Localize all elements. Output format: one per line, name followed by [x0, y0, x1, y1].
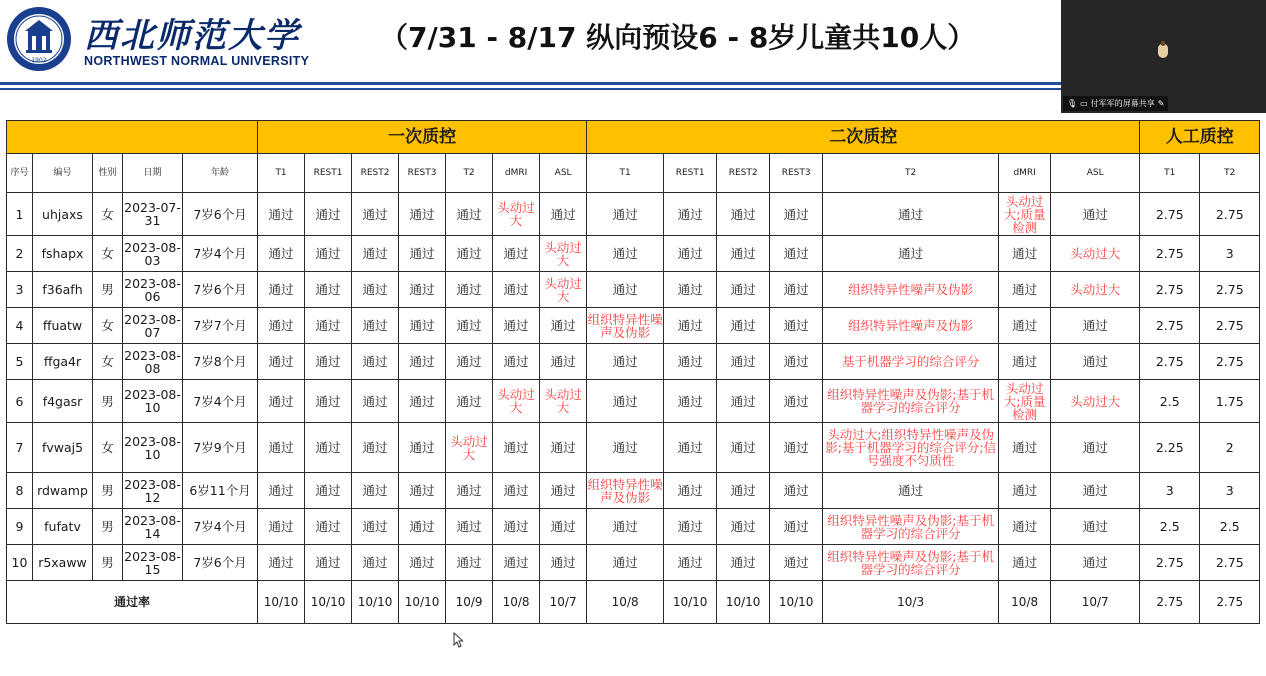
column-header-second: REST1 [664, 154, 717, 193]
cell-second-qc: 通过 [717, 344, 770, 380]
cell-manual-qc: 2 [1200, 423, 1260, 473]
cell-no: 7 [7, 423, 33, 473]
group-header-second-qc: 二次质控 [587, 121, 1140, 154]
pass-rate-first: 10/10 [258, 581, 305, 624]
cell-first-qc: 通过 [258, 380, 305, 423]
cell-first-qc: 通过 [446, 545, 493, 581]
cell-first-qc: 通过 [258, 473, 305, 509]
cell-second-qc: 通过 [999, 473, 1051, 509]
column-header-second: REST3 [770, 154, 823, 193]
column-header-first: T2 [446, 154, 493, 193]
cell-first-qc: 通过 [446, 344, 493, 380]
university-logo [6, 6, 310, 72]
cell-first-qc: 通过 [399, 509, 446, 545]
cell-second-qc: 通过 [999, 272, 1051, 308]
cell-first-qc: 通过 [493, 545, 540, 581]
cell-second-qc: 通过 [717, 380, 770, 423]
cell-sex: 男 [93, 473, 123, 509]
cell-second-qc: 通过 [770, 423, 823, 473]
column-header: 序号 [7, 154, 33, 193]
cell-date: 2023-08-10 [123, 423, 183, 473]
cell-first-qc: 通过 [540, 545, 587, 581]
cell-second-qc: 通过 [1051, 193, 1140, 236]
cell-sex: 女 [93, 344, 123, 380]
cell-no: 2 [7, 236, 33, 272]
cell-second-qc: 通过 [1051, 509, 1140, 545]
cell-date: 2023-08-03 [123, 236, 183, 272]
cell-first-qc: 通过 [352, 193, 399, 236]
cell-date: 2023-08-14 [123, 509, 183, 545]
cell-second-qc: 组织特异性噪声及伪影 [587, 473, 664, 509]
university-seal-icon [6, 6, 72, 72]
cell-first-qc: 通过 [399, 380, 446, 423]
cell-manual-qc: 2.75 [1200, 272, 1260, 308]
cell-second-qc: 通过 [1051, 308, 1140, 344]
column-header: 日期 [123, 154, 183, 193]
cell-second-qc: 通过 [823, 236, 999, 272]
cell-date: 2023-08-07 [123, 308, 183, 344]
cell-second-qc: 组织特异性噪声及伪影 [823, 272, 999, 308]
group-header-manual-qc: 人工质控 [1140, 121, 1260, 154]
cell-sex: 男 [93, 545, 123, 581]
cell-sex: 女 [93, 308, 123, 344]
cell-second-qc: 通过 [999, 236, 1051, 272]
pass-rate-second: 10/10 [664, 581, 717, 624]
cell-second-qc: 通过 [717, 545, 770, 581]
table-row [7, 272, 1260, 308]
column-header-first: T1 [258, 154, 305, 193]
cell-no: 3 [7, 272, 33, 308]
cell-first-qc: 通过 [493, 473, 540, 509]
cell-first-qc: 通过 [446, 236, 493, 272]
quality-control-table [6, 120, 1260, 624]
pass-rate-second: 10/8 [999, 581, 1051, 624]
cell-second-qc: 通过 [770, 473, 823, 509]
cell-first-qc: 头动过大 [493, 193, 540, 236]
cell-second-qc: 通过 [1051, 473, 1140, 509]
column-header-second: ASL [1051, 154, 1140, 193]
cell-second-qc: 组织特异性噪声及伪影;基于机器学习的综合评分 [823, 509, 999, 545]
cell-id: fshapx [33, 236, 93, 272]
cell-second-qc: 通过 [664, 193, 717, 236]
cell-age: 7岁6个月 [183, 272, 258, 308]
header-divider-thin [0, 88, 1062, 90]
table-row [7, 545, 1260, 581]
cell-second-qc: 通过 [999, 423, 1051, 473]
cell-first-qc: 通过 [540, 308, 587, 344]
cell-id: fufatv [33, 509, 93, 545]
cell-manual-qc: 2.75 [1140, 344, 1200, 380]
group-header-row [7, 121, 1260, 154]
cell-second-qc: 通过 [587, 423, 664, 473]
cell-first-qc: 通过 [305, 344, 352, 380]
cell-second-qc: 头动过大;质量检测 [999, 380, 1051, 423]
cell-date: 2023-08-12 [123, 473, 183, 509]
cell-second-qc: 基于机器学习的综合评分 [823, 344, 999, 380]
cell-id: ffga4r [33, 344, 93, 380]
cell-age: 6岁11个月 [183, 473, 258, 509]
cell-sex: 女 [93, 193, 123, 236]
cell-manual-qc: 2.75 [1200, 545, 1260, 581]
cell-age: 7岁4个月 [183, 380, 258, 423]
cell-first-qc: 通过 [258, 236, 305, 272]
cell-second-qc: 通过 [770, 545, 823, 581]
cell-second-qc: 通过 [717, 473, 770, 509]
cell-no: 4 [7, 308, 33, 344]
cell-second-qc: 通过 [664, 509, 717, 545]
cell-first-qc: 通过 [258, 545, 305, 581]
cell-id: rdwamp [33, 473, 93, 509]
cell-second-qc: 组织特异性噪声及伪影 [587, 308, 664, 344]
university-name-en: NORTHWEST NORMAL UNIVERSITY [84, 54, 310, 68]
cell-first-qc: 通过 [258, 509, 305, 545]
column-header-row [7, 154, 1260, 193]
cell-first-qc: 通过 [540, 423, 587, 473]
cell-manual-qc: 3 [1200, 236, 1260, 272]
cell-first-qc: 通过 [399, 236, 446, 272]
cell-first-qc: 头动过大 [540, 272, 587, 308]
cell-second-qc: 通过 [823, 473, 999, 509]
cell-first-qc: 通过 [493, 272, 540, 308]
cell-second-qc: 通过 [664, 272, 717, 308]
cell-first-qc: 通过 [305, 473, 352, 509]
mouse-cursor-icon [453, 632, 463, 648]
cell-first-qc: 通过 [446, 509, 493, 545]
cell-first-qc: 通过 [493, 308, 540, 344]
cell-age: 7岁7个月 [183, 308, 258, 344]
column-header-second: REST2 [717, 154, 770, 193]
seal-year: 1902 [31, 57, 47, 64]
cell-first-qc: 通过 [305, 193, 352, 236]
cell-first-qc: 通过 [352, 545, 399, 581]
cell-second-qc: 通过 [999, 344, 1051, 380]
cell-second-qc: 通过 [664, 380, 717, 423]
cell-first-qc: 通过 [352, 423, 399, 473]
cell-second-qc: 通过 [770, 380, 823, 423]
pass-rate-first: 10/10 [352, 581, 399, 624]
cell-age: 7岁8个月 [183, 344, 258, 380]
cell-first-qc: 头动过大 [446, 423, 493, 473]
cell-second-qc: 通过 [770, 272, 823, 308]
column-header-first: dMRI [493, 154, 540, 193]
cell-first-qc: 通过 [352, 509, 399, 545]
column-header-manual: T1 [1140, 154, 1200, 193]
cell-first-qc: 通过 [446, 473, 493, 509]
participant-avatar [1158, 44, 1168, 58]
cell-first-qc: 通过 [305, 545, 352, 581]
cell-second-qc: 通过 [770, 193, 823, 236]
cell-first-qc: 通过 [352, 380, 399, 423]
cell-first-qc: 头动过大 [493, 380, 540, 423]
column-header-first: REST2 [352, 154, 399, 193]
cell-first-qc: 通过 [493, 344, 540, 380]
cell-id: f4gasr [33, 380, 93, 423]
group-header-blank [7, 121, 258, 154]
cell-first-qc: 通过 [352, 473, 399, 509]
cell-manual-qc: 3 [1200, 473, 1260, 509]
cell-date: 2023-07-31 [123, 193, 183, 236]
pass-rate-first: 10/7 [540, 581, 587, 624]
table-row [7, 236, 1260, 272]
table-row [7, 193, 1260, 236]
cell-manual-qc: 2.75 [1200, 344, 1260, 380]
cell-second-qc: 通过 [587, 193, 664, 236]
cell-second-qc: 通过 [999, 509, 1051, 545]
pass-rate-first: 10/10 [399, 581, 446, 624]
column-header-second: T2 [823, 154, 999, 193]
cell-date: 2023-08-08 [123, 344, 183, 380]
pass-rate-second: 10/10 [717, 581, 770, 624]
pass-rate-row [7, 581, 1260, 624]
column-header: 性别 [93, 154, 123, 193]
cell-age: 7岁6个月 [183, 545, 258, 581]
cell-no: 8 [7, 473, 33, 509]
cell-second-qc: 通过 [1051, 344, 1140, 380]
cell-second-qc: 通过 [770, 308, 823, 344]
cell-second-qc: 通过 [717, 272, 770, 308]
cell-first-qc: 通过 [305, 308, 352, 344]
cell-first-qc: 通过 [305, 272, 352, 308]
cell-second-qc: 头动过大 [1051, 272, 1140, 308]
cell-second-qc: 通过 [1051, 545, 1140, 581]
cell-first-qc: 通过 [399, 308, 446, 344]
cell-second-qc: 头动过大 [1051, 380, 1140, 423]
cell-second-qc: 通过 [664, 473, 717, 509]
cell-id: fvwaj5 [33, 423, 93, 473]
cell-first-qc: 通过 [399, 272, 446, 308]
cell-manual-qc: 2.5 [1140, 509, 1200, 545]
cell-manual-qc: 2.75 [1140, 236, 1200, 272]
cell-no: 1 [7, 193, 33, 236]
cell-first-qc: 通过 [352, 272, 399, 308]
cell-second-qc: 通过 [1051, 423, 1140, 473]
edit-icon[interactable]: ✎ [1157, 99, 1165, 108]
header-divider [0, 82, 1062, 85]
pass-rate-manual: 2.75 [1140, 581, 1200, 624]
cell-second-qc: 通过 [717, 236, 770, 272]
cell-manual-qc: 2.25 [1140, 423, 1200, 473]
cell-second-qc: 组织特异性噪声及伪影;基于机器学习的综合评分 [823, 545, 999, 581]
cell-second-qc: 通过 [664, 236, 717, 272]
column-header: 年龄 [183, 154, 258, 193]
cell-first-qc: 通过 [258, 344, 305, 380]
column-header-first: ASL [540, 154, 587, 193]
cell-first-qc: 通过 [446, 308, 493, 344]
cell-second-qc: 通过 [664, 545, 717, 581]
table-row [7, 380, 1260, 423]
cell-first-qc: 通过 [493, 423, 540, 473]
pass-rate-label: 通过率 [7, 581, 258, 624]
column-header-second: T1 [587, 154, 664, 193]
cell-first-qc: 通过 [305, 380, 352, 423]
cell-sex: 女 [93, 236, 123, 272]
cell-first-qc: 通过 [446, 380, 493, 423]
page-title: （7/31 - 8/17 纵向预设6 - 8岁儿童共10人） [380, 21, 976, 54]
cell-first-qc: 通过 [399, 193, 446, 236]
cell-second-qc: 通过 [823, 193, 999, 236]
video-thumbnail[interactable] [1061, 0, 1266, 113]
column-header-manual: T2 [1200, 154, 1260, 193]
column-header-first: REST1 [305, 154, 352, 193]
cell-first-qc: 通过 [399, 423, 446, 473]
screen-share-label: 付军军的屏幕共享 [1090, 99, 1155, 108]
cell-first-qc: 通过 [352, 236, 399, 272]
cell-second-qc: 通过 [587, 272, 664, 308]
cell-second-qc: 通过 [664, 344, 717, 380]
pass-rate-second: 10/7 [1051, 581, 1140, 624]
cell-first-qc: 头动过大 [540, 380, 587, 423]
cell-second-qc: 通过 [587, 509, 664, 545]
pass-rate-first: 10/8 [493, 581, 540, 624]
cell-sex: 男 [93, 272, 123, 308]
cell-first-qc: 通过 [399, 344, 446, 380]
cell-second-qc: 通过 [770, 344, 823, 380]
cell-second-qc: 通过 [717, 193, 770, 236]
cell-first-qc: 通过 [258, 423, 305, 473]
microphone-icon[interactable]: 🎙 [1067, 99, 1078, 108]
cell-second-qc: 通过 [587, 380, 664, 423]
cell-first-qc: 通过 [540, 509, 587, 545]
table-row [7, 423, 1260, 473]
pass-rate-manual: 2.75 [1200, 581, 1260, 624]
cell-manual-qc: 2.75 [1200, 308, 1260, 344]
cell-second-qc: 通过 [770, 509, 823, 545]
cell-no: 5 [7, 344, 33, 380]
cell-manual-qc: 3 [1140, 473, 1200, 509]
cell-sex: 男 [93, 380, 123, 423]
cell-second-qc: 头动过大;组织特异性噪声及伪影;基于机器学习的综合评分;信号强度不匀质性 [823, 423, 999, 473]
cell-sex: 女 [93, 423, 123, 473]
cell-age: 7岁4个月 [183, 236, 258, 272]
pass-rate-second: 10/3 [823, 581, 999, 624]
cell-first-qc: 通过 [352, 308, 399, 344]
cell-age: 7岁6个月 [183, 193, 258, 236]
cell-id: f36afh [33, 272, 93, 308]
cell-second-qc: 通过 [999, 308, 1051, 344]
cell-first-qc: 通过 [540, 193, 587, 236]
cell-first-qc: 通过 [399, 473, 446, 509]
cell-first-qc: 通过 [540, 344, 587, 380]
cell-no: 9 [7, 509, 33, 545]
cell-second-qc: 通过 [587, 545, 664, 581]
cell-first-qc: 通过 [493, 236, 540, 272]
cell-second-qc: 通过 [664, 423, 717, 473]
cell-second-qc: 头动过大 [1051, 236, 1140, 272]
cell-age: 7岁4个月 [183, 509, 258, 545]
cell-second-qc: 通过 [717, 509, 770, 545]
cell-first-qc: 通过 [258, 272, 305, 308]
pass-rate-second: 10/8 [587, 581, 664, 624]
cell-manual-qc: 2.75 [1140, 272, 1200, 308]
cell-first-qc: 通过 [305, 236, 352, 272]
cell-second-qc: 通过 [664, 308, 717, 344]
column-header-second: dMRI [999, 154, 1051, 193]
cell-second-qc: 通过 [717, 423, 770, 473]
cell-manual-qc: 2.75 [1140, 545, 1200, 581]
cell-id: r5xaww [33, 545, 93, 581]
table-row [7, 308, 1260, 344]
cell-second-qc: 通过 [770, 236, 823, 272]
table-row [7, 509, 1260, 545]
cell-first-qc: 通过 [305, 509, 352, 545]
table-row [7, 344, 1260, 380]
screen-share-bar[interactable] [1063, 96, 1168, 111]
pass-rate-second: 10/10 [770, 581, 823, 624]
cell-no: 6 [7, 380, 33, 423]
cell-first-qc: 通过 [352, 344, 399, 380]
cell-first-qc: 通过 [446, 193, 493, 236]
cell-first-qc: 头动过大 [540, 236, 587, 272]
cell-date: 2023-08-10 [123, 380, 183, 423]
cell-age: 7岁9个月 [183, 423, 258, 473]
cell-first-qc: 通过 [305, 423, 352, 473]
cell-id: ffuatw [33, 308, 93, 344]
cell-id: uhjaxs [33, 193, 93, 236]
cell-second-qc: 通过 [587, 236, 664, 272]
cell-first-qc: 通过 [258, 193, 305, 236]
screen-share-icon: ▭ [1080, 99, 1088, 108]
cell-date: 2023-08-06 [123, 272, 183, 308]
cell-second-qc: 组织特异性噪声及伪影;基于机器学习的综合评分 [823, 380, 999, 423]
pass-rate-first: 10/10 [305, 581, 352, 624]
column-header: 编号 [33, 154, 93, 193]
cell-manual-qc: 2.75 [1140, 308, 1200, 344]
group-header-first-qc: 一次质控 [258, 121, 587, 154]
cell-second-qc: 通过 [587, 344, 664, 380]
cell-second-qc: 通过 [999, 545, 1051, 581]
cell-first-qc: 通过 [540, 473, 587, 509]
pass-rate-first: 10/9 [446, 581, 493, 624]
cell-manual-qc: 1.75 [1200, 380, 1260, 423]
cell-sex: 男 [93, 509, 123, 545]
cell-first-qc: 通过 [446, 272, 493, 308]
column-header-first: REST3 [399, 154, 446, 193]
cell-first-qc: 通过 [399, 545, 446, 581]
cell-second-qc: 通过 [717, 308, 770, 344]
table-row [7, 473, 1260, 509]
cell-second-qc: 头动过大;质量检测 [999, 193, 1051, 236]
cell-second-qc: 组织特异性噪声及伪影 [823, 308, 999, 344]
cell-first-qc: 通过 [258, 308, 305, 344]
cell-date: 2023-08-15 [123, 545, 183, 581]
university-name-cn: 西北师范大学 [84, 16, 300, 56]
cell-manual-qc: 2.75 [1140, 193, 1200, 236]
cell-manual-qc: 2.75 [1200, 193, 1260, 236]
cell-manual-qc: 2.5 [1140, 380, 1200, 423]
cell-first-qc: 通过 [493, 509, 540, 545]
cell-manual-qc: 2.5 [1200, 509, 1260, 545]
cell-no: 10 [7, 545, 33, 581]
